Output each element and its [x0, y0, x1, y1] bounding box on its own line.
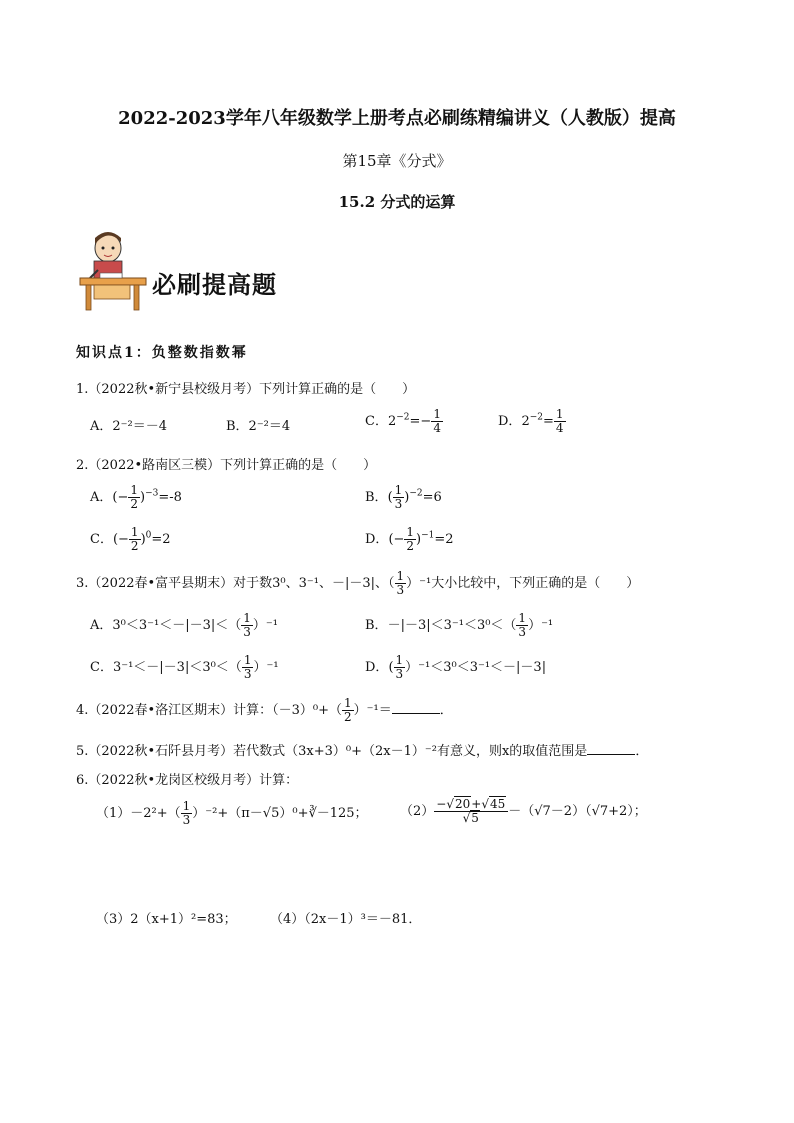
question-2-stem: 2.（2022•路南区三模）下列计算正确的是（ ）: [76, 458, 377, 473]
section-title: 15.2 分式的运算: [338, 193, 456, 211]
q4-answer-blank: [392, 703, 440, 714]
q3-option-b: B．－|－3|＜3⁻¹＜3⁰＜（ $\frac{1}{3}$ ）⁻¹: [365, 611, 554, 639]
document-title: 2022-2023学年八年级数学上册考点必刷练精编讲义（人教版）提高: [118, 108, 676, 129]
question-3-stem: 3.（2022春•富平县期末）对于数3⁰、3⁻¹、－|－3|、（ $\frac{1}{3}$ ）⁻¹大小比较中，下列正确的是（ ）: [76, 569, 640, 597]
q2-option-c: C．(− $\frac{1}{2}$ )$^0$=2: [90, 525, 171, 553]
student-desk-illustration: [78, 228, 150, 312]
chapter-title: 第15章《分式》: [342, 152, 452, 170]
q2-option-b: B．( $\frac{1}{3}$ )$^{-2}$=6: [365, 483, 442, 511]
q1-option-b: B．2⁻²＝4: [226, 419, 291, 434]
question-4-stem: 4.（2022春•洛江区期末）计算：（－3）⁰+（ $\frac{1}{2}$ ）⁻¹＝ ．: [76, 696, 453, 724]
q5-answer-blank: [587, 744, 635, 755]
question-5-stem: 5.（2022秋•石阡县月考）若代数式（3x+3）⁰+（2x－1）⁻²有意义，则x的取值范围是 ．: [76, 744, 649, 759]
q6-part-3: （3）2（x+1）²=83；: [96, 912, 237, 927]
q6-part-4: （4）（2x－1）³＝－81．: [270, 912, 422, 927]
q3-option-c: C．3⁻¹＜－|－3|＜3⁰＜（ $\frac{1}{3}$ ）⁻¹: [90, 653, 279, 681]
q6-part-2: （2） $\frac{-√20+√45}{√5}$ －（√7－2）（√7+2）；: [400, 797, 647, 825]
knowledge-point-heading: 知识点1：负整数指数幂: [76, 345, 248, 361]
question-1-stem: 1.（2022秋•新宁县校级月考）下列计算正确的是（ ）: [76, 382, 416, 397]
q3-option-d: D．( $\frac{1}{3}$ ）⁻¹＜3⁰＜3⁻¹＜－|－3|: [365, 653, 547, 681]
q1-option-d: D．$2^{-2}=$ $\frac{1}{4}$: [498, 407, 564, 435]
q2-option-d: D．(− $\frac{1}{2}$ )$^{-1}$=2: [365, 525, 454, 553]
q1-option-c: C．$2^{-2}=-$ $\frac{1}{4}$: [365, 407, 441, 435]
q3-option-a: A．3⁰＜3⁻¹＜－|－3|＜（ $\frac{1}{3}$ ）⁻¹: [90, 611, 278, 639]
q2-option-a: A．(− $\frac{1}{2}$ )$^{-3}$=-8: [90, 483, 182, 511]
question-6-stem: 6.（2022秋•龙岗区校级月考）计算：: [76, 773, 299, 788]
banner-title: 必刷提高题: [152, 270, 277, 299]
q6-part-1: （1）－2²+（ $\frac{1}{3}$ ）⁻²+（π－√5）⁰+∛－125；: [96, 799, 368, 827]
q1-option-a: A．2⁻²＝－4: [90, 419, 168, 434]
